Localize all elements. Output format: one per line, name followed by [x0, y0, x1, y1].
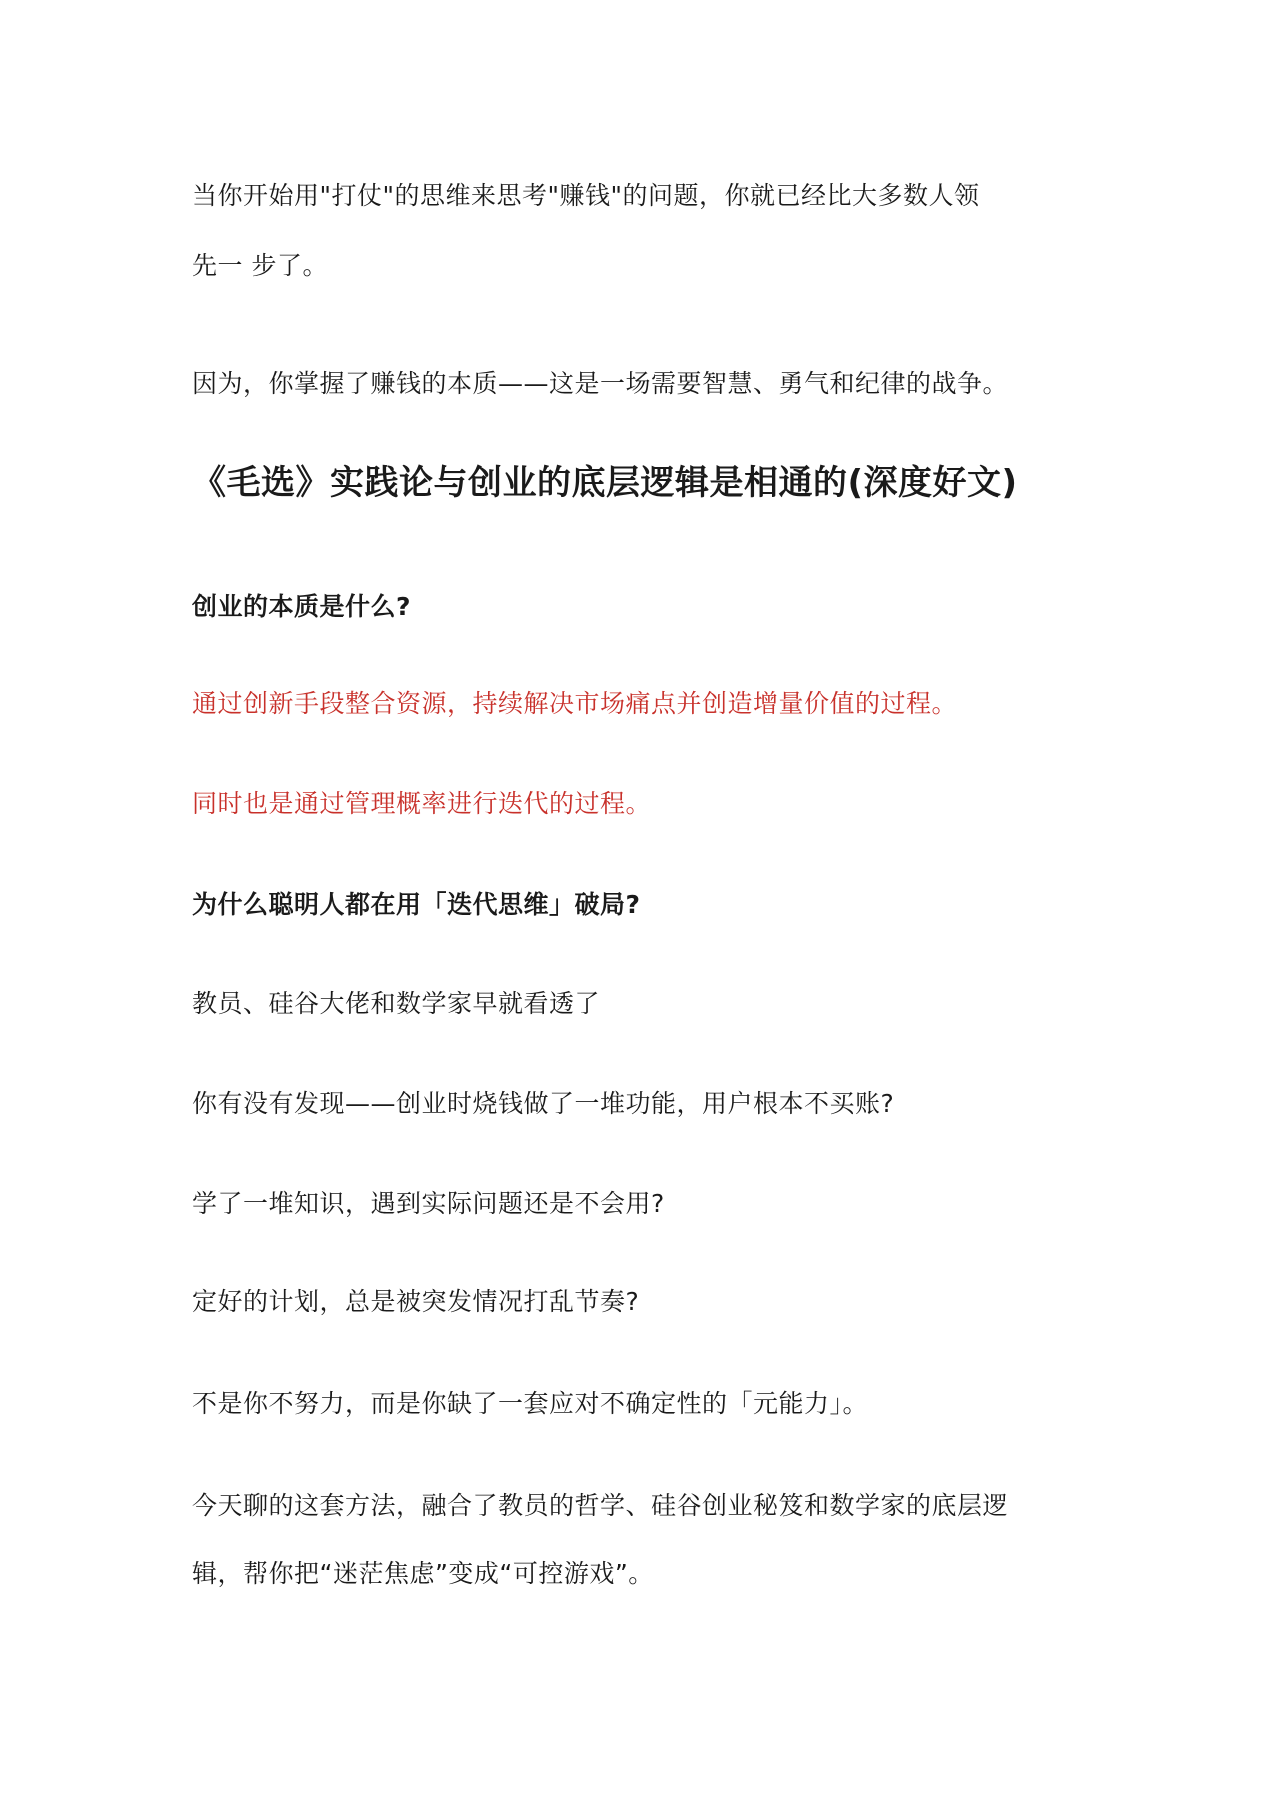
body-line: 教员、硅谷大佬和数学家早就看透了	[192, 989, 601, 1018]
intro-paragraph-line-1: 当你开始用"打仗"的思维来思考"赚钱"的问题，你就已经比大多数人领	[192, 181, 980, 210]
body-line: 你有没有发现——创业时烧钱做了一堆功能，用户根本不买账?	[192, 1089, 895, 1118]
body-line: 学了一堆知识，遇到实际问题还是不会用?	[192, 1189, 665, 1218]
intro-paragraph-2: 因为，你掌握了赚钱的本质——这是一场需要智慧、勇气和纪律的战争。	[192, 369, 1009, 398]
body-line: 定好的计划，总是被突发情况打乱节奏?	[192, 1287, 640, 1316]
intro-paragraph-line-2: 先一 步了。	[192, 251, 328, 280]
section-2-heading: 为什么聪明人都在用「迭代思维」破局?	[192, 890, 641, 919]
closing-paragraph-line-1: 今天聊的这套方法，融合了教员的哲学、硅谷创业秘笈和数学家的底层逻	[192, 1491, 1009, 1520]
body-line: 不是你不努力，而是你缺了一套应对不确定性的「元能力」。	[192, 1389, 869, 1418]
closing-paragraph-line-2: 辑，帮你把“迷茫焦虑”变成“可控游戏”。	[192, 1559, 654, 1588]
highlight-sentence-2: 同时也是通过管理概率进行迭代的过程。	[192, 789, 652, 818]
article-title: 《毛选》实践论与创业的底层逻辑是相通的(深度好文)	[192, 463, 1018, 503]
highlight-sentence-1: 通过创新手段整合资源，持续解决市场痛点并创造增量价值的过程。	[192, 689, 958, 718]
section-1-heading: 创业的本质是什么?	[192, 592, 412, 621]
